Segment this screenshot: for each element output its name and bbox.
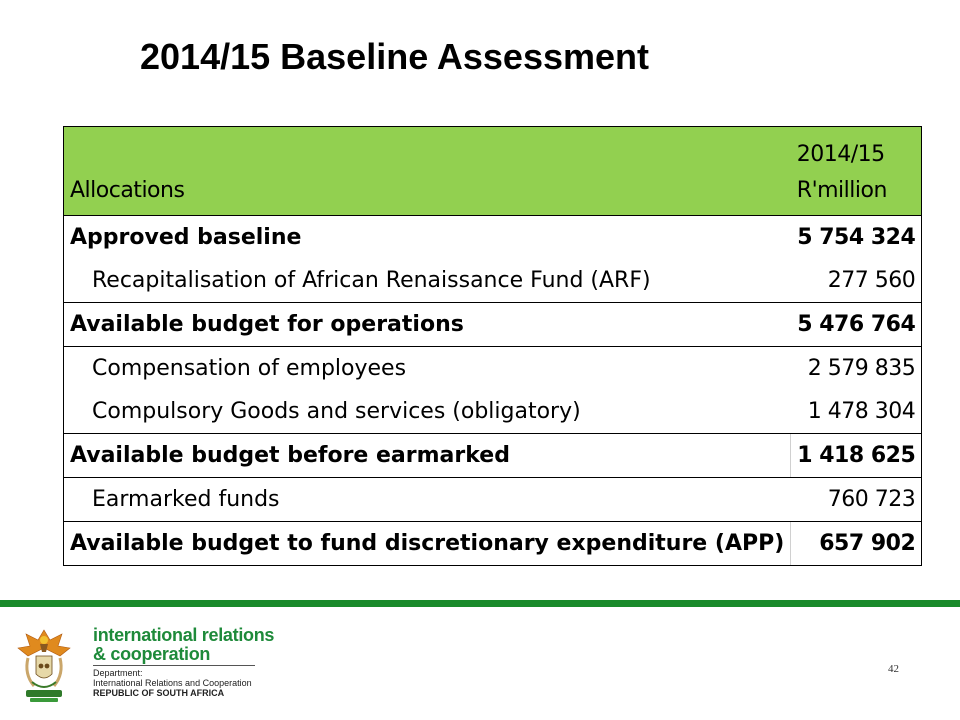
row-amount: 5 754 324: [797, 225, 916, 250]
row-label: Compensation of employees: [92, 356, 407, 381]
table-header-row: [64, 127, 921, 216]
table-row: [64, 478, 921, 522]
header-year: 2014/15: [796, 142, 885, 167]
row-label: Available budget for operations: [64, 303, 791, 347]
table-row: [64, 434, 921, 478]
coat-of-arms-icon: [14, 626, 74, 706]
org-divider: [93, 665, 255, 666]
header-unit: R'million: [796, 178, 887, 203]
table-row: [64, 216, 921, 260]
row-label: Compulsory Goods and services (obligatory): [92, 399, 581, 424]
row-label: Available budget before earmarked: [64, 434, 791, 478]
dept-name: International Relations and Cooperation: [93, 678, 252, 688]
org-name-line1: international relations: [93, 625, 275, 645]
org-name: [93, 626, 274, 664]
header-allocations: Allocations: [64, 127, 791, 216]
table-row: [64, 390, 921, 434]
row-amount: 760 723: [827, 487, 916, 512]
table-row: [64, 259, 921, 303]
slide-title: 2014/15 Baseline Assessment: [140, 36, 649, 77]
header-amount: [791, 127, 921, 216]
org-name-line2: & cooperation: [93, 644, 211, 664]
page-number: 42: [888, 663, 899, 675]
department-info: [93, 668, 252, 698]
row-label: Recapitalisation of African Renaissance Fund (ARF): [92, 268, 651, 293]
row-label: Available budget to fund discretionary expenditure (APP): [64, 522, 791, 566]
row-amount: 2 579 835: [807, 356, 916, 381]
table-row: [64, 522, 921, 566]
table-row: [64, 347, 921, 391]
footer-bar: [0, 600, 960, 607]
country-name: REPUBLIC OF SOUTH AFRICA: [93, 688, 225, 698]
row-amount: 657 902: [791, 522, 921, 566]
dept-label: Department:: [93, 668, 143, 678]
row-amount: 5 476 764: [791, 303, 921, 347]
row-amount: 277 560: [827, 268, 916, 293]
row-label: Earmarked funds: [92, 487, 280, 512]
budget-table: [64, 127, 921, 565]
row-amount: 1 418 625: [791, 434, 921, 478]
row-label: Approved baseline: [70, 225, 302, 250]
table-row: [64, 303, 921, 347]
row-amount: 1 478 304: [807, 399, 916, 424]
